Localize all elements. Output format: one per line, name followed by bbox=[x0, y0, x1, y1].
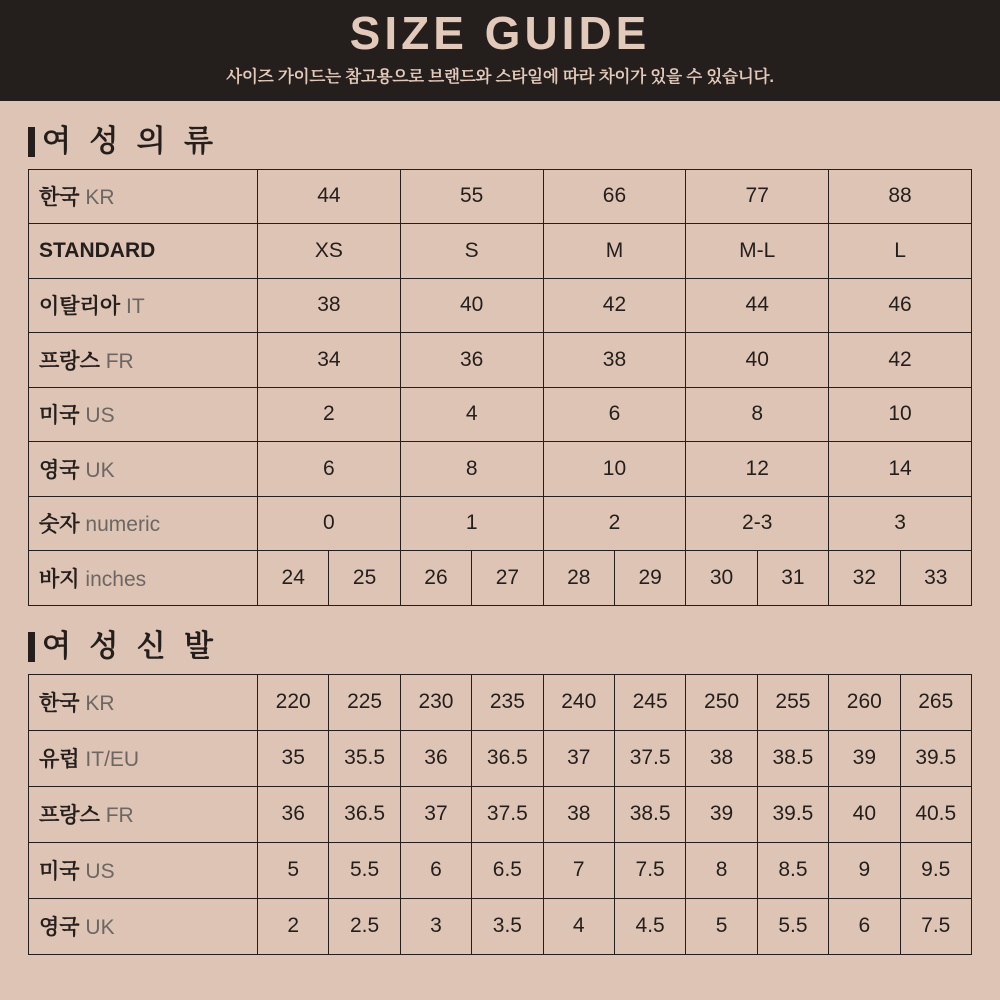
size-cell: 77 bbox=[686, 169, 829, 224]
size-cell: 8 bbox=[686, 387, 829, 442]
size-cell: 88 bbox=[829, 169, 972, 224]
size-cell: 12 bbox=[686, 442, 829, 497]
row-label-en: UK bbox=[85, 916, 115, 940]
table-row bbox=[29, 674, 972, 730]
size-cell: 34 bbox=[258, 333, 401, 388]
row-header-cell bbox=[29, 786, 258, 842]
size-cell: 38.5 bbox=[757, 730, 828, 786]
row-label-en: US bbox=[85, 404, 115, 428]
row-header-cell bbox=[29, 387, 258, 442]
size-cell: 66 bbox=[543, 169, 686, 224]
row-header-cell bbox=[29, 842, 258, 898]
size-cell: 39.5 bbox=[900, 730, 971, 786]
size-cell: 37 bbox=[400, 786, 471, 842]
row-label-kr: 프랑스 bbox=[39, 804, 100, 828]
table-row bbox=[29, 730, 972, 786]
size-cell: 36 bbox=[400, 730, 471, 786]
size-cell: 40.5 bbox=[900, 786, 971, 842]
table-row bbox=[29, 898, 972, 954]
size-cell: S bbox=[400, 224, 543, 279]
size-cell: M bbox=[543, 224, 686, 279]
row-label-en: IT/EU bbox=[85, 748, 140, 772]
table-row bbox=[29, 842, 972, 898]
table-row bbox=[29, 333, 972, 388]
section-title-row-shoes bbox=[28, 629, 972, 663]
size-cell: 9.5 bbox=[900, 842, 971, 898]
table-row bbox=[29, 224, 972, 279]
row-label-kr: 바지 bbox=[39, 567, 80, 591]
size-cell: 0 bbox=[258, 496, 401, 551]
size-cell: 36 bbox=[258, 786, 329, 842]
size-cell: 9 bbox=[829, 842, 900, 898]
row-header-cell bbox=[29, 898, 258, 954]
row-label-en: US bbox=[85, 860, 115, 884]
row-header-cell bbox=[29, 674, 258, 730]
size-cell: 4 bbox=[543, 898, 614, 954]
row-label-en: inches bbox=[85, 567, 147, 591]
size-cell: 26 bbox=[400, 551, 471, 606]
size-cell: 32 bbox=[829, 551, 900, 606]
size-cell: 8.5 bbox=[757, 842, 828, 898]
table-row bbox=[29, 278, 972, 333]
size-cell: 35.5 bbox=[329, 730, 400, 786]
page-title: SIZE GUIDE bbox=[349, 7, 651, 59]
size-cell: 220 bbox=[258, 674, 329, 730]
size-cell: 38 bbox=[543, 333, 686, 388]
row-label-kr: 프랑스 bbox=[39, 349, 100, 373]
size-cell: 36.5 bbox=[472, 730, 543, 786]
row-header-cell bbox=[29, 551, 258, 606]
size-cell: 3 bbox=[829, 496, 972, 551]
table-row bbox=[29, 496, 972, 551]
size-cell: 3.5 bbox=[472, 898, 543, 954]
row-label-kr: 미국 bbox=[39, 404, 80, 428]
size-cell: 2-3 bbox=[686, 496, 829, 551]
size-cell: 37 bbox=[543, 730, 614, 786]
table-row bbox=[29, 551, 972, 606]
size-cell: 240 bbox=[543, 674, 614, 730]
size-cell: 250 bbox=[686, 674, 757, 730]
size-cell: 38 bbox=[686, 730, 757, 786]
section-title-shoes: 여 성 신 발 bbox=[42, 629, 218, 663]
row-header-cell bbox=[29, 730, 258, 786]
size-cell: 5 bbox=[258, 842, 329, 898]
size-cell: 39 bbox=[686, 786, 757, 842]
row-label-en: FR bbox=[105, 349, 134, 373]
table-row bbox=[29, 786, 972, 842]
size-cell: M-L bbox=[686, 224, 829, 279]
size-cell: 255 bbox=[757, 674, 828, 730]
size-cell: 3 bbox=[400, 898, 471, 954]
size-cell: 29 bbox=[614, 551, 685, 606]
size-cell: 36.5 bbox=[329, 786, 400, 842]
size-cell: 39 bbox=[829, 730, 900, 786]
row-label-en: STANDARD bbox=[39, 238, 156, 262]
page-header bbox=[0, 0, 1000, 101]
size-cell: 44 bbox=[686, 278, 829, 333]
size-cell: 24 bbox=[258, 551, 329, 606]
size-cell: 30 bbox=[686, 551, 757, 606]
size-cell: 40 bbox=[400, 278, 543, 333]
apparel-size-table bbox=[28, 169, 972, 606]
size-cell: 7.5 bbox=[900, 898, 971, 954]
size-cell: 42 bbox=[543, 278, 686, 333]
row-label-kr: 한국 bbox=[39, 186, 80, 210]
title-accent-bar-icon bbox=[28, 127, 35, 157]
size-cell: 2 bbox=[258, 898, 329, 954]
size-cell: L bbox=[829, 224, 972, 279]
row-label-kr: 한국 bbox=[39, 692, 80, 716]
size-cell: 37.5 bbox=[614, 730, 685, 786]
size-cell: 8 bbox=[686, 842, 757, 898]
row-label-en: IT bbox=[126, 295, 145, 319]
size-cell: 40 bbox=[686, 333, 829, 388]
size-cell: 38 bbox=[258, 278, 401, 333]
page-subtitle: 사이즈 가이드는 참고용으로 브랜드와 스타일에 따라 차이가 있을 수 있습니다. bbox=[226, 67, 774, 86]
size-cell: 35 bbox=[258, 730, 329, 786]
size-cell: 5.5 bbox=[329, 842, 400, 898]
size-cell: 4 bbox=[400, 387, 543, 442]
section-womens-shoes bbox=[0, 629, 1000, 955]
size-cell: 6 bbox=[400, 842, 471, 898]
size-cell: 33 bbox=[900, 551, 971, 606]
size-cell: 27 bbox=[472, 551, 543, 606]
size-cell: 55 bbox=[400, 169, 543, 224]
size-cell: 6 bbox=[543, 387, 686, 442]
size-cell: 7.5 bbox=[614, 842, 685, 898]
size-cell: 2.5 bbox=[329, 898, 400, 954]
size-cell: 5 bbox=[686, 898, 757, 954]
size-cell: 14 bbox=[829, 442, 972, 497]
size-cell: 6.5 bbox=[472, 842, 543, 898]
size-cell: 10 bbox=[829, 387, 972, 442]
row-label-en: FR bbox=[105, 804, 134, 828]
size-cell: 6 bbox=[258, 442, 401, 497]
size-cell: 28 bbox=[543, 551, 614, 606]
size-cell: 260 bbox=[829, 674, 900, 730]
row-header-cell bbox=[29, 169, 258, 224]
size-cell: 8 bbox=[400, 442, 543, 497]
size-cell: 44 bbox=[258, 169, 401, 224]
size-cell: 38 bbox=[543, 786, 614, 842]
size-cell: 225 bbox=[329, 674, 400, 730]
row-header-cell bbox=[29, 333, 258, 388]
size-cell: 37.5 bbox=[472, 786, 543, 842]
size-cell: XS bbox=[258, 224, 401, 279]
size-cell: 5.5 bbox=[757, 898, 828, 954]
size-cell: 31 bbox=[757, 551, 828, 606]
row-label-kr: 영국 bbox=[39, 458, 80, 482]
row-header-cell bbox=[29, 496, 258, 551]
shoes-table-body bbox=[29, 674, 972, 954]
size-cell: 7 bbox=[543, 842, 614, 898]
row-label-kr: 이탈리아 bbox=[39, 295, 121, 319]
size-cell: 245 bbox=[614, 674, 685, 730]
size-cell: 1 bbox=[400, 496, 543, 551]
size-cell: 25 bbox=[329, 551, 400, 606]
size-cell: 39.5 bbox=[757, 786, 828, 842]
row-header-cell bbox=[29, 278, 258, 333]
size-cell: 10 bbox=[543, 442, 686, 497]
title-accent-bar-icon bbox=[28, 632, 35, 662]
size-cell: 36 bbox=[400, 333, 543, 388]
row-label-kr: 숫자 bbox=[39, 513, 80, 537]
row-label-en: KR bbox=[85, 692, 115, 716]
row-label-kr: 영국 bbox=[39, 916, 80, 940]
size-cell: 235 bbox=[472, 674, 543, 730]
size-cell: 4.5 bbox=[614, 898, 685, 954]
size-cell: 40 bbox=[829, 786, 900, 842]
row-header-cell bbox=[29, 224, 258, 279]
row-header-cell bbox=[29, 442, 258, 497]
table-row bbox=[29, 169, 972, 224]
size-cell: 6 bbox=[829, 898, 900, 954]
row-label-kr: 미국 bbox=[39, 860, 80, 884]
table-row bbox=[29, 387, 972, 442]
row-label-en: numeric bbox=[85, 513, 161, 537]
row-label-kr: 유럽 bbox=[39, 748, 80, 772]
size-cell: 230 bbox=[400, 674, 471, 730]
shoes-size-table bbox=[28, 674, 972, 955]
size-cell: 2 bbox=[543, 496, 686, 551]
section-title-apparel: 여 성 의 류 bbox=[42, 124, 218, 158]
section-womens-apparel bbox=[0, 124, 1000, 606]
size-cell: 38.5 bbox=[614, 786, 685, 842]
row-label-en: KR bbox=[85, 186, 115, 210]
table-row bbox=[29, 442, 972, 497]
size-cell: 46 bbox=[829, 278, 972, 333]
size-cell: 2 bbox=[258, 387, 401, 442]
size-cell: 42 bbox=[829, 333, 972, 388]
size-cell: 265 bbox=[900, 674, 971, 730]
row-label-en: UK bbox=[85, 458, 115, 482]
apparel-table-body bbox=[29, 169, 972, 605]
section-title-row-apparel bbox=[28, 124, 972, 158]
